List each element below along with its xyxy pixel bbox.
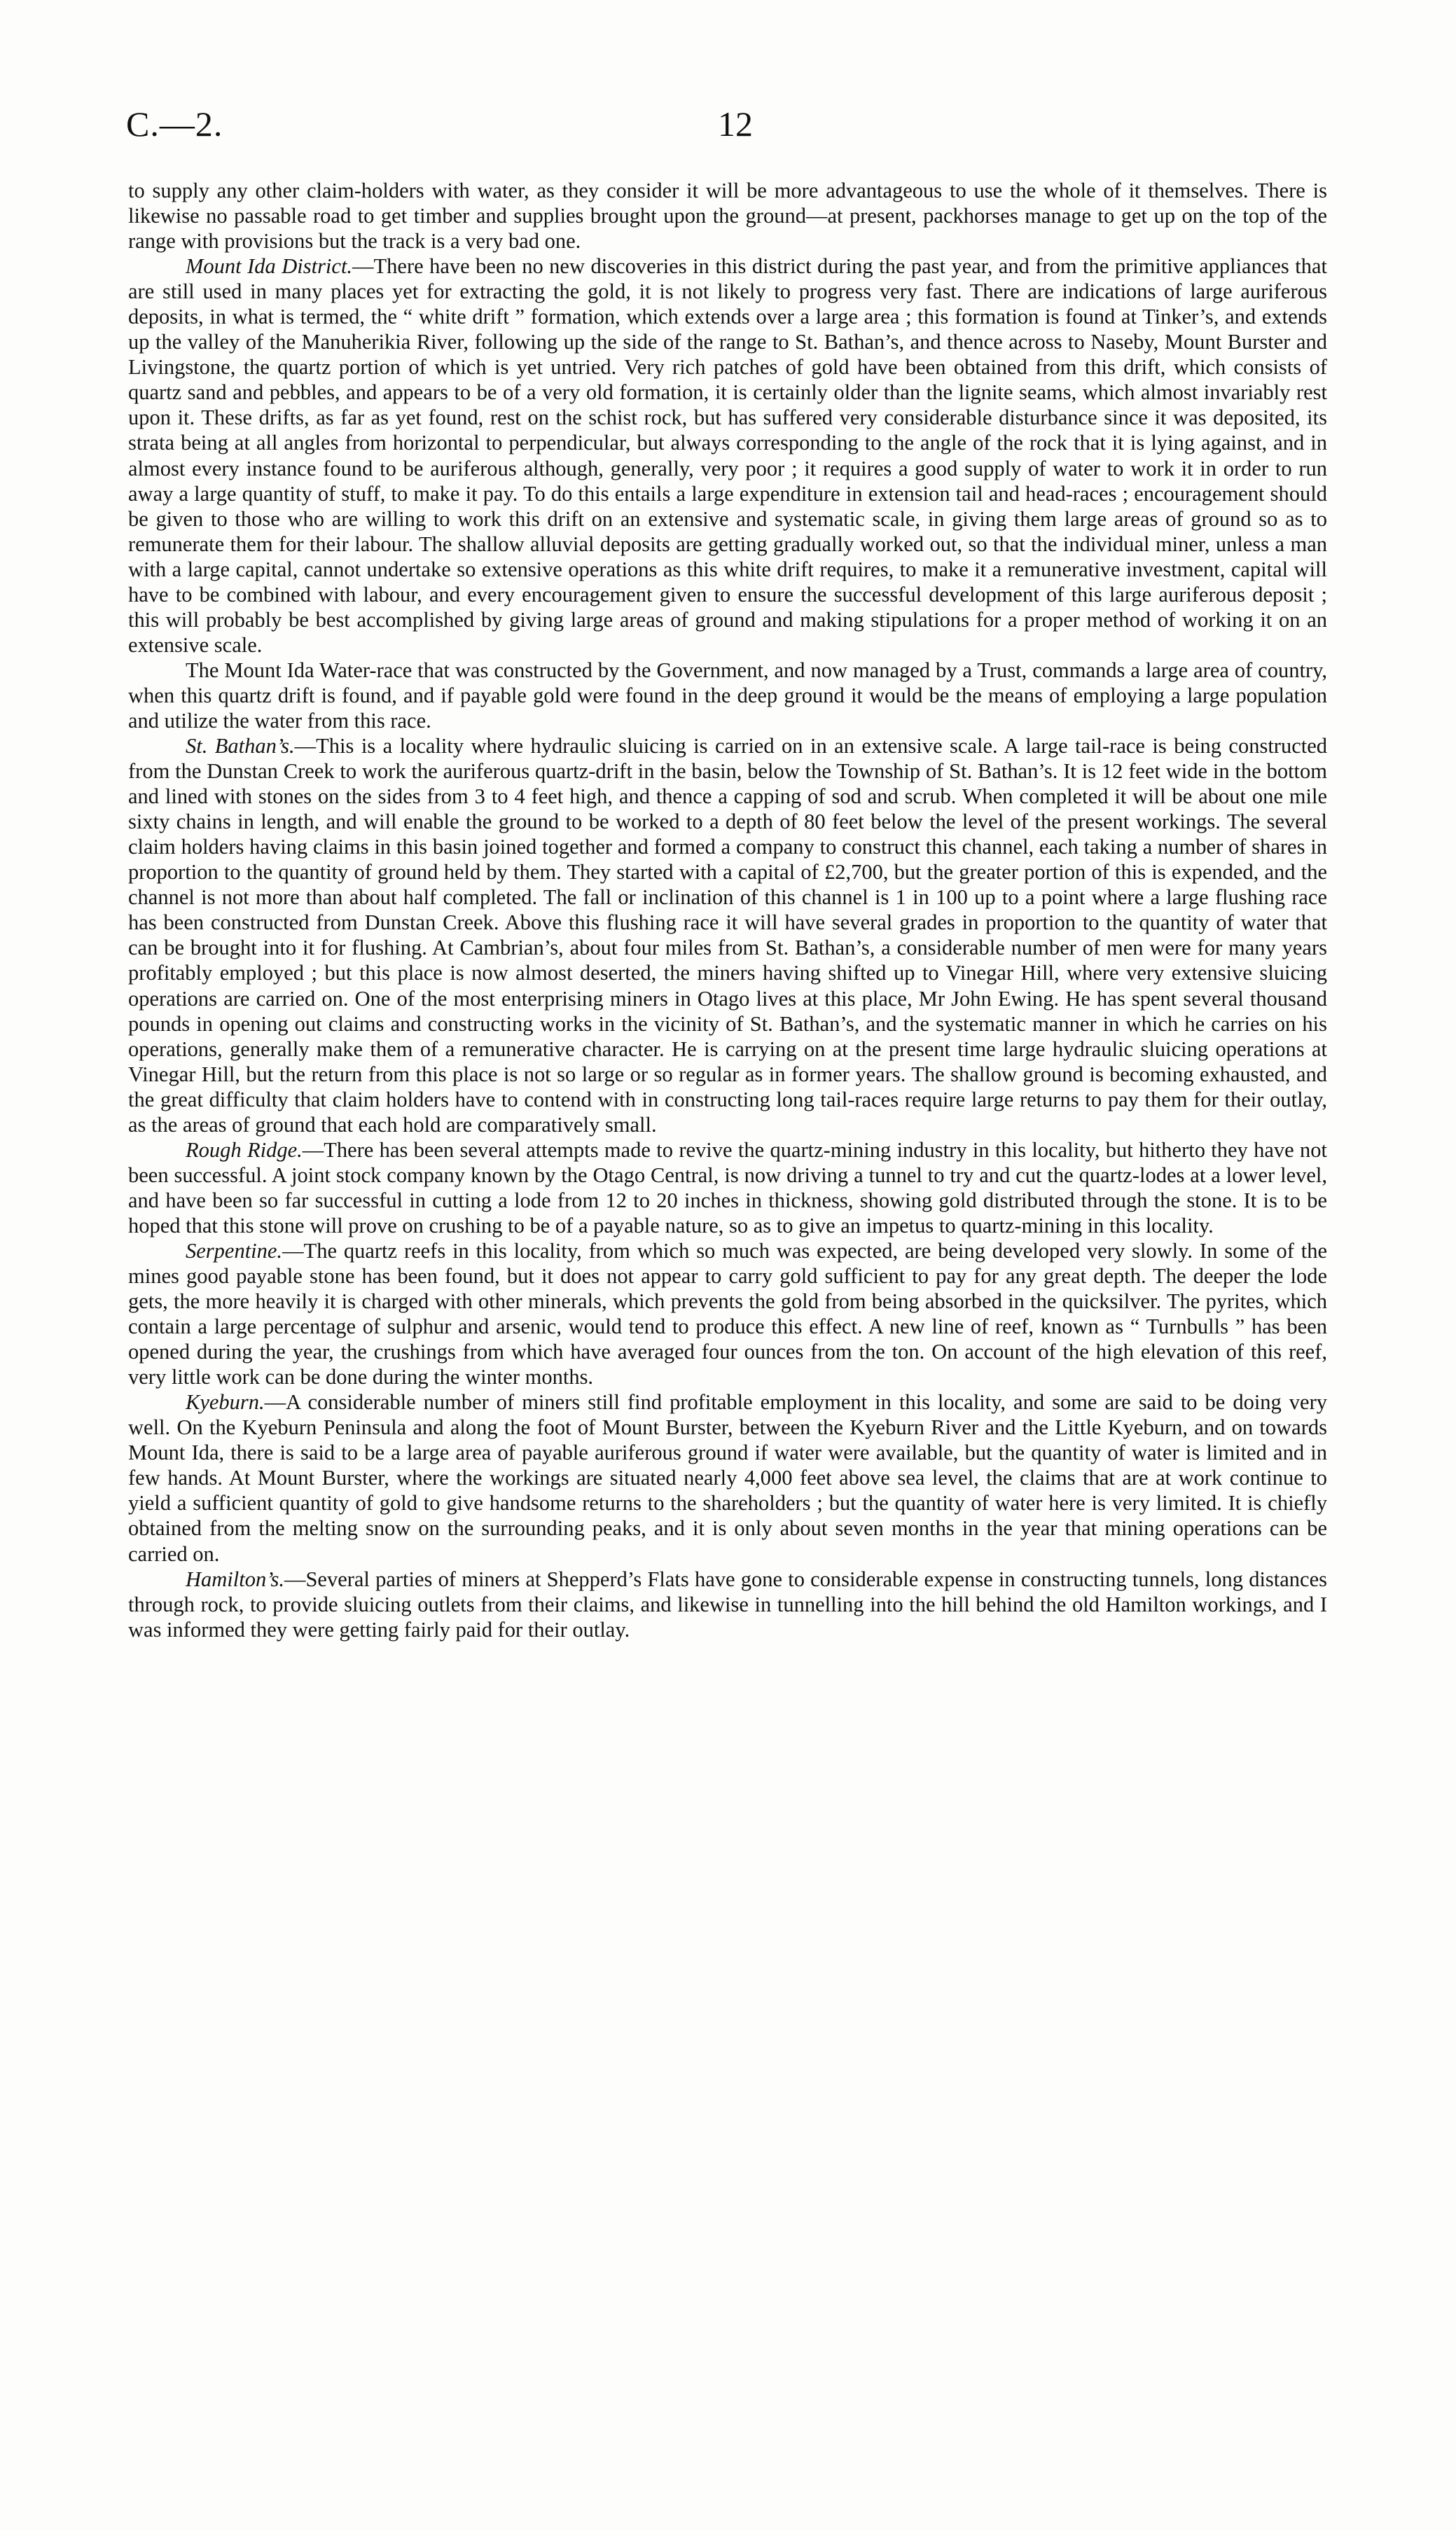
section-heading: Kyeburn.: [186, 1390, 265, 1415]
paragraph-text: —Several parties of miners at Shepperd’s Flats have gone to considerable expense in constructing tunnels, long distances through rock, to provide sluicing outlets from their claims, and likewise in tunnelling into the hill behind the old Hamilton workings, and I was informed they were getting fairly paid for their outlay.: [128, 1567, 1327, 1642]
body-text: [128, 178, 1327, 1642]
section-heading: St. Bathan’s.: [186, 734, 295, 758]
section-heading: Mount Ida District.: [186, 254, 353, 279]
paragraph-text: —A considerable number of miners still find profitable employment in this locality, and some are said to be doing very well. On the Kyeburn Peninsula and along the foot of Mount Burster, between the Kyeburn River and the Little Kyeburn, and on towards Mount Ida, there is said to be a large area of payable auriferous ground if water were available, but the quantity of water is limited and in few hands. At Mount Burster, where the workings are situated nearly 4,000 feet above sea level, the claims that are at work continue to yield a sufficient quantity of gold to give handsome returns to the shareholders ; but the quantity of water here is very limited. It is chiefly obtained from the melting snow on the surrounding peaks, and it is only about seven months in the year that mining operations can be carried on.: [128, 1390, 1327, 1566]
paragraph-hamiltons: [128, 1567, 1327, 1642]
section-heading: Rough Ridge.: [186, 1137, 303, 1162]
paragraph-text: —There has been several attempts made to revive the quartz-mining industry in this locality, but hitherto they have not been successful. A joint stock company known by the Otago Central, is now driving a tunnel to try and cut the quartz-lodes at a lower level, and have been so far successful in cutting a lode from 12 to 20 inches in thickness, showing gold distributed through the stone. It is to be hoped that this stone will prove on crushing to be of a payable nature, so as to give an impetus to quartz-mining in this locality.: [128, 1137, 1327, 1237]
paragraph-continuation: [128, 178, 1327, 254]
paragraph-text: to supply any other claim-holders with water, as they consider it will be more advantageous to use the whole of it themselves. There is likewise no passable road to get timber and supplies brought upon the ground—at present, packhorses manage to get up on the top of the range with provisions but the track is a very bad one.: [128, 179, 1327, 254]
paragraph-text: —This is a locality where hydraulic sluicing is carried on in an extensive scale. A large tail-race is being constructed from the Dunstan Creek to work the auriferous quartz-drift in the basin, below the Township of St. Bathan’s. It is 12 feet wide in the bottom and lined with stones on the sides from 3 to 4 feet high, and thence a capping of sod and scrub. When completed it will be about one mile sixty chains in length, and will enable the ground to be worked to a depth of 80 feet below the level of the present workings. The several claim holders having claims in this basin joined together and formed a company to construct this channel, each taking a number of shares in proportion to the quantity of ground held by them. They started with a capital of £2,700, but the greater portion of this is expended, and the channel is not more than about half completed. The fall or inclination of this channel is 1 in 100 up to a point where a large flushing race has been constructed from Dunstan Creek. Above this flushing race it will have several grades in proportion to the quantity of water that can be brought into it for flushing. At Cambrian’s, about four miles from St. Bathan’s, a considerable number of men were for many years profitably employed ; but this place is now almost deserted, the miners having shifted up to Vinegar Hill, where very extensive sluicing operations are carried on. One of the most enterprising miners in Otago lives at this place, Mr John Ewing. He has spent several thousand pounds in opening out claims and constructing works in the vicinity of St. Bathan’s, and the systematic manner in which he carries on his operations, generally make them of a remunerative character. He is carrying on at the present time large hydraulic sluicing operations at Vinegar Hill, but the return from this place is not so large or so regular as in former years. The shallow ground is becoming exhausted, and the great difficulty that claim holders have to contend with in constructing long tail-races require large returns to pay them for their outlay, as the areas of ground that each hold are comparatively small.: [128, 734, 1327, 1137]
document-code: C.—2.: [126, 104, 223, 144]
paragraph-text: —There have been no new discoveries in this district during the past year, and from the primitive appliances that are still used in many places yet for extracting the gold, it is not likely to progress very fast. There are indications of large auriferous deposits, in what is termed, the “ white drift ” formation, which extends over a large area ; this formation is found at Tinker’s, and extends up the valley of the Manuherikia River, following up the side of the range to St. Bathan’s, and thence across to Naseby, Mount Burster and Livingstone, the quartz portion of which is yet untried. Very rich patches of gold have been obtained from this drift, which consists of quartz sand and pebbles, and appears to be of a very old formation, it is certainly older than the lignite seams, which almost invariably rest upon it. These drifts, as far as yet found, rest on the schist rock, but has suffered very considerable disturbance since it was deposited, its strata being at all angles from horizontal to perpendicular, but always corresponding to the angle of the rock that it is lying against, and in almost every instance found to be auriferous although, generally, very poor ; it requires a good supply of water to work it in order to run away a large quantity of stuff, to make it pay. To do this entails a large expenditure in extension tail and head-races ; encouragement should be given to those who are willing to work this drift on an extensive and systematic scale, in giving them large areas of ground so as to remunerate them for their labour. The shallow alluvial deposits are getting gradually worked out, so that the individual miner, unless a man with a large capital, cannot undertake so extensive operations as this white drift requires, to make it a remunerative investment, capital will have to be combined with labour, and every encouragement given to ensure the successful development of this large auriferous deposit ; this will probably be best accomplished by giving large areas of ground and making stipulations for a proper method of working it on an extensive scale.: [128, 254, 1327, 657]
paragraph-mount-ida-district: [128, 254, 1327, 658]
paragraph-kyeburn: [128, 1389, 1327, 1566]
section-heading: Hamilton’s.: [186, 1567, 284, 1591]
paragraph-text: The Mount Ida Water-race that was constructed by the Government, and now managed by a Trust, commands a large area of country, when this quartz drift is found, and if payable gold were found in the deep ground it would be the means of employing a large population and utilize the water from this race.: [128, 658, 1327, 733]
page-header: [0, 104, 1456, 153]
section-heading: Serpentine.: [186, 1238, 283, 1263]
paragraph-serpentine: [128, 1238, 1327, 1389]
paragraph-text: —The quartz reefs in this locality, from which so much was expected, are being developed very slowly. In some of the mines good payable stone has been found, but it does not appear to carry gold sufficient to pay for any great depth. The deeper the lode gets, the more heavily it is charged with other minerals, which prevents the gold from being absorbed in the quicksilver. The pyrites, which contain a large percentage of sulphur and arsenic, would tend to produce this effect. A new line of reef, known as “ Turnbulls ” has been opened during the year, the crushings from which have averaged four ounces from the ton. On account of the high elevation of this reef, very little work can be done during the winter months.: [128, 1238, 1327, 1389]
paragraph-rough-ridge: [128, 1137, 1327, 1238]
paragraph-water-race: [128, 658, 1327, 733]
page-number: 12: [718, 104, 753, 144]
paragraph-st-bathans: [128, 733, 1327, 1137]
